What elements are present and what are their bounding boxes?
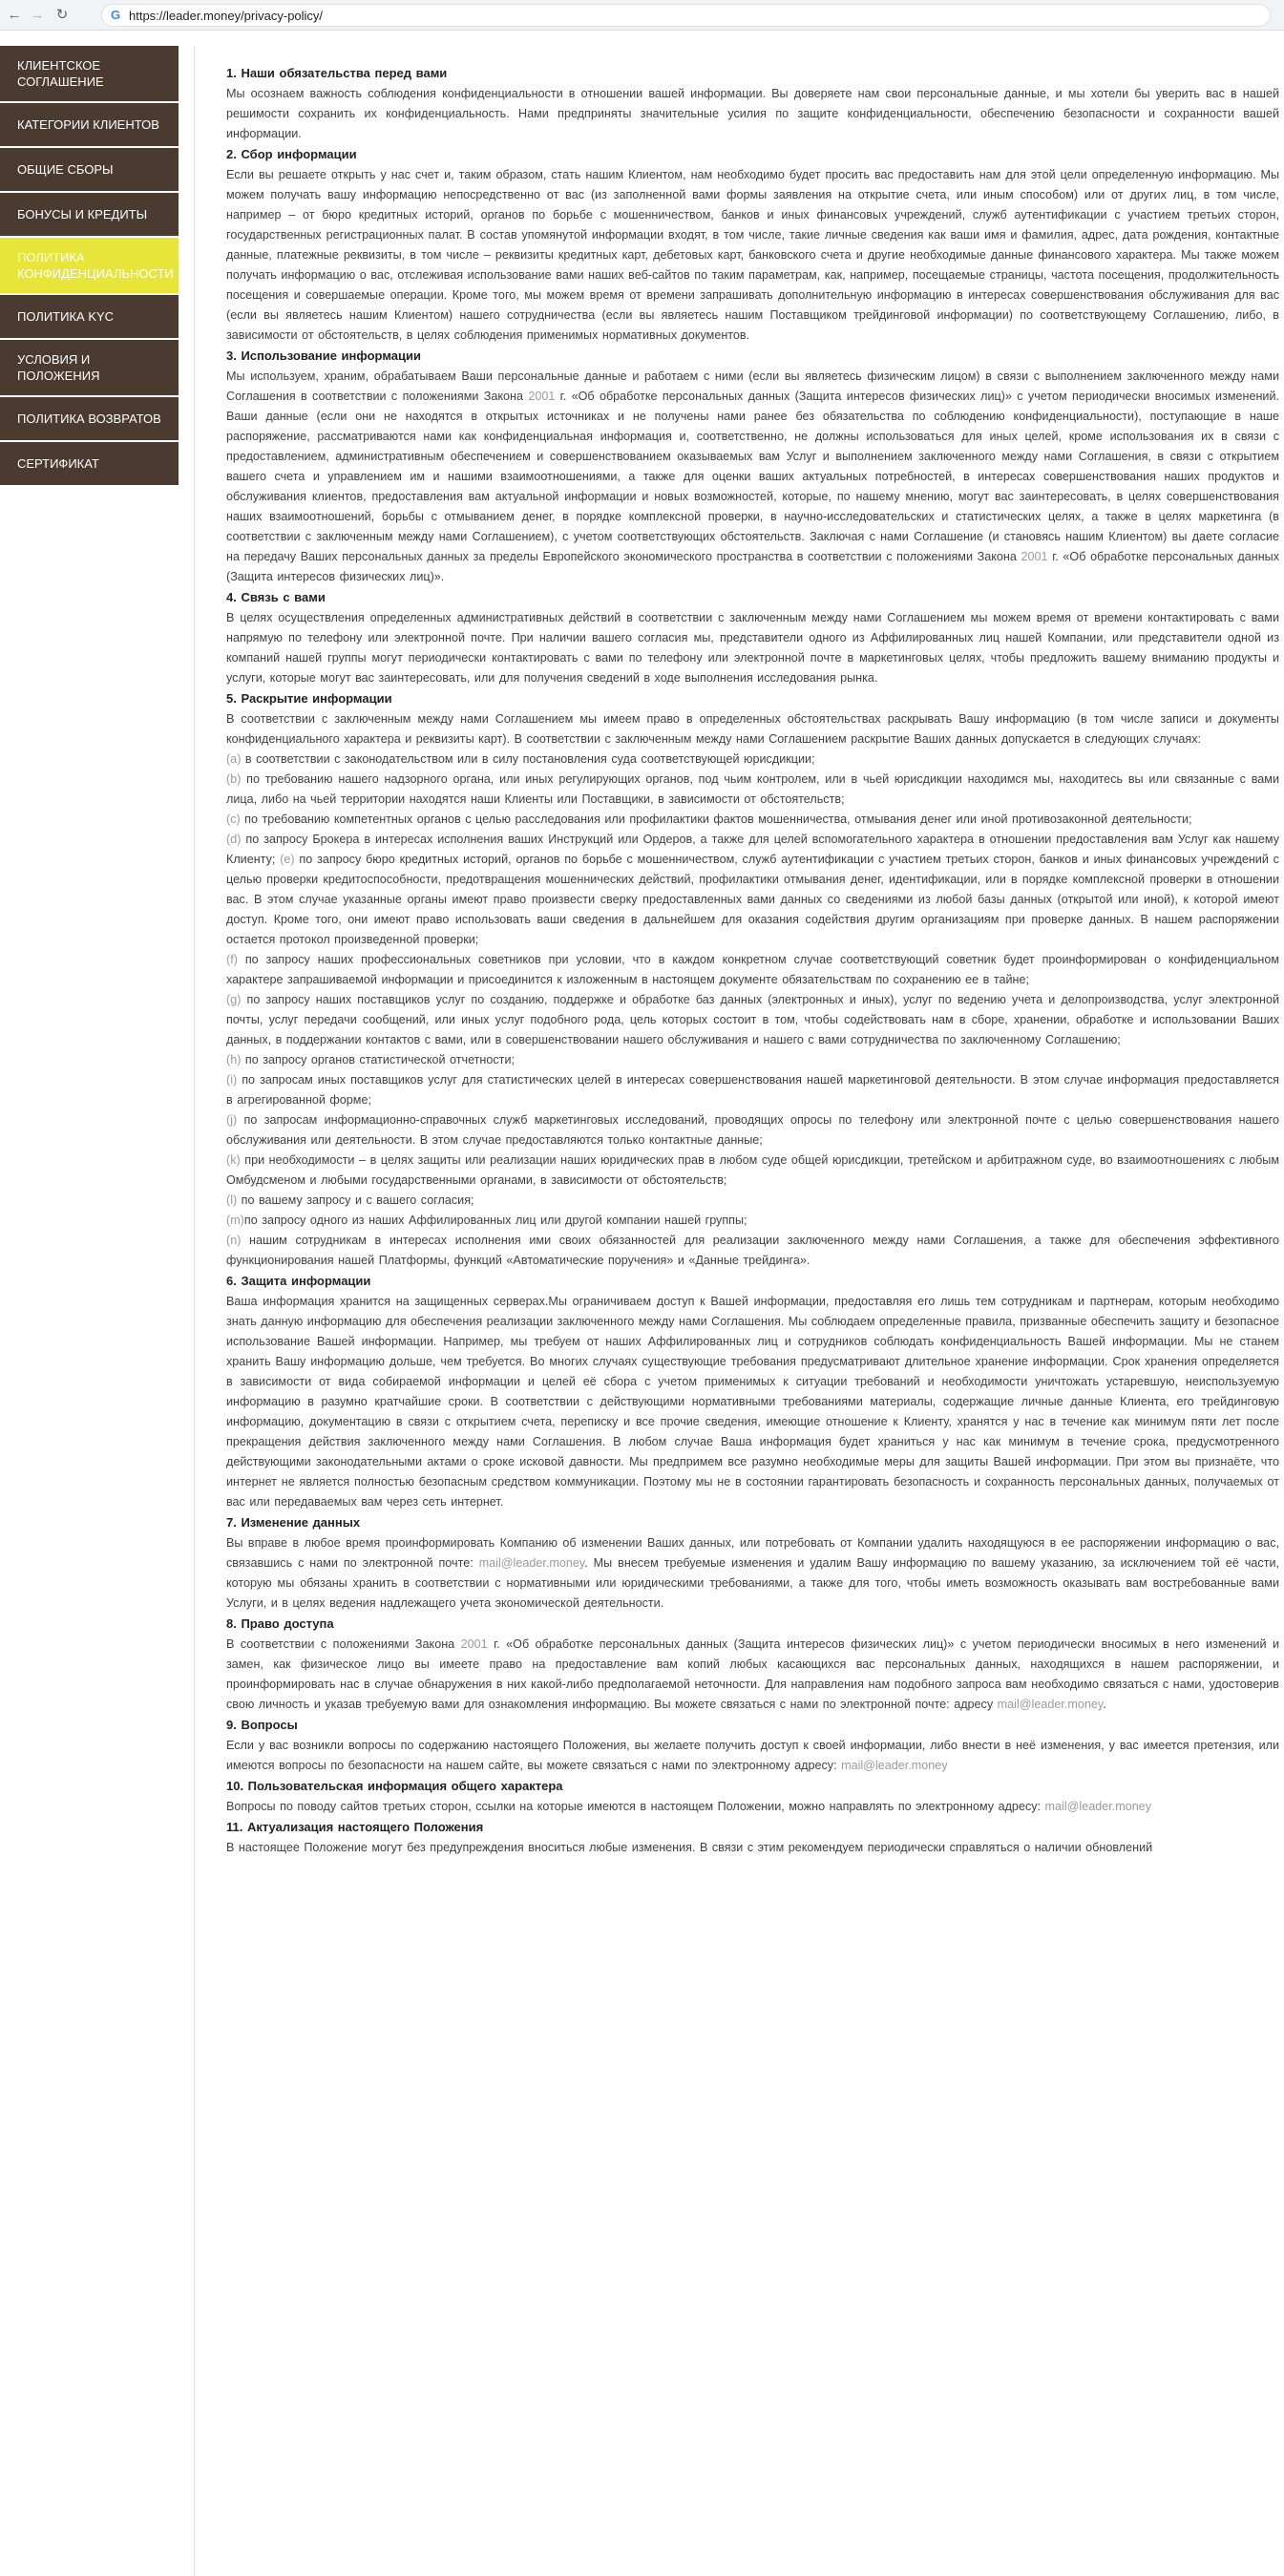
sidebar-item-label: КЛИЕНТСКОЕ СОГЛАШЕНИЕ [17,58,104,89]
sidebar-item-client-agreement[interactable] [0,46,179,103]
text-run: г. «Об обработке персональных данных (Защита интересов физических лиц)». [226,550,1279,583]
sidebar-item-refund-policy[interactable] [0,397,179,442]
sidebar-item-bonuses[interactable] [0,193,179,238]
list-item-text: по требованию нашего надзорного органа, или иных регулирующих органов, под чьим контролем, или в чьей юрисдикции находимся мы, находитесь вы или связанные с вами лица, либо на чьей территории находятся наши Клиенты или Поставщики, в зависимости от обстоятельств; [226,772,1279,806]
list-letter: (l) [226,1193,238,1207]
reload-icon[interactable]: ↻ [55,7,69,23]
sidebar-item-general-fees[interactable] [0,148,179,193]
section-heading: 9. Вопросы [226,1718,298,1732]
list-letter: (i) [226,1073,238,1087]
sidebar-item-terms[interactable] [0,340,179,397]
list-letter: (g) [226,993,242,1006]
list-letter: (c) [226,813,241,826]
email-link[interactable]: mail@leader.money [1044,1800,1152,1813]
list-item-text: нашим сотрудникам в интересах исполнения ими своих обязанностей для реализации заключенного между нами Соглашения, а также для обеспечения эффективного функционирования нашей Платформы, функций «Автоматические поручения» и «Данные трейдинга». [226,1234,1279,1267]
section-paragraph: Мы осознаем важность соблюдения конфиденциальности в отношении вашей информации. Вы доверяете нам свои персональные данные, и мы хотели бы уверить вас в нашей решимости сохранить их конфиденциальность. Нами предприняты значительные усилия по защите конфиденциальности, обеспечению безопасности и сохранности вашей информации. [226,87,1279,140]
section-heading: 10. Пользовательская информация общего характера [226,1779,563,1793]
section-paragraph: В целях осуществления определенных административных действий в соответствии с заключенным между нами Соглашением мы можем время от времени контактировать с вами напрямую по телефону или электронной почте. При наличии вашего согласия мы, представители одного из Аффилированных лиц нашей Компании, или представители одной из компаний нашей группы могут периодически контактировать с вами по телефону или электронной почте в маркетинговых целях, чтобы предложить вашему вниманию продукты и услуги, которые могут вас заинтересовать, или для получения сведений в ходе выполнения исследования рынка. [226,611,1279,685]
sidebar-item-kyc-policy[interactable] [0,295,179,340]
list-item [226,1231,1279,1271]
list-item [226,830,1279,950]
address-bar[interactable] [101,4,1271,27]
sidebar-item-privacy-policy[interactable] [0,238,179,295]
list-letter: (e) [280,853,295,866]
url-text[interactable]: https://leader.money/privacy-policy/ [129,9,324,23]
section-paragraph: Ваша информация хранится на защищенных серверах.Мы ограничиваем доступ к Вашей информации, предоставляя его лишь тем сотрудникам и партнерам, которым необходимо знать данную информацию для обеспечения реализации заключенного между нами Соглашения. Мы соблюдаем определенные правила, призванные обеспечить защиту и безопасное использование Вашей информации. Например, мы требуем от наших Аффилированных лиц и сотрудников соблюдать конфиденциальность Вашей информации. Мы не станем хранить Вашу информацию дольше, чем требуется. Во многих случаях существующие требования предусматривают длительное хранение информации. Срок хранения определяется в зависимости от вида собираемой информации и целей её сбора с учетом применимых к ситуации требований и необходимости уничтожать устаревшую, неиспользуемую информацию в разумно кратчайшие сроки. В соответствии с действующими нормативными требованиями материалы, содержащие личные данные Клиента, его трейдинговую информацию, документацию в связи с открытием счета, переписку и все прочие сведения, имеющие отношение к Клиенту, хранятся у нас в течение как минимум пяти лет после прекращения действия заключенного между нами Соглашения. В любом случае Ваша информация будет храниться у нас как минимум в течение срока, предусмотренного действующими законодательными актами о сроке исковой давности. Мы предпримем все разумно необходимые меры для защиты Вашей информации. При этом вы признаёте, что интернет не является полностью безопасным средством коммуникации. Поэтому мы не в состоянии гарантировать безопасность и сохранность персональных данных, получаемых от вас или передаваемых вам через сеть интернет. [226,1295,1279,1509]
section-paragraph [226,367,1279,587]
sidebar-item-label: УСЛОВИЯ И ПОЛОЖЕНИЯ [17,352,100,383]
section-paragraph [226,1635,1279,1715]
list-item [226,1050,1279,1070]
list-letter: (f) [226,953,238,966]
section-paragraph [226,1736,1279,1776]
policy-content [226,63,1279,1858]
section-heading: 2. Сбор информации [226,147,357,161]
list-item-text: по запросу наших поставщиков услуг по созданию, поддержке и обработке баз данных (электронных и иных), услуг по ведению учета и делопроизводства, услуг электронной почты, услуг передачи сообщений, или иных услуг подобного рода, цель которых состоит в том, чтобы содействовать нам в сборе, хранении, обработке и использовании Ваших данных, в поддержании контактов с вами, или в совершенствовании нашего обслуживания и нашего с вами сотрудничества по заключенному Соглашению; [226,993,1279,1046]
law-year: 2001 [460,1637,488,1651]
section-paragraph: Если вы решаете открыть у нас счет и, таким образом, стать нашим Клиентом, нам необходимо будет просить вас предоставить нам для этой цели определенную информацию. Мы можем получать вашу информацию непосредственно от вас (из заполненной вами формы заявления на открытие счета, или иным способом) или от других лиц, в том числе, например – от бюро кредитных историй, органов по борьбе с мошенничеством, банков и иных финансовых учреждений, служб аутентификации с участием третьих сторон, государственных регистрационных палат. В состав упомянутой информации входят, в том числе, такие личные сведения как ваши имя и фамилия, адрес, дата рождения, контактные данные, платежные реквизиты, в том числе – реквизиты кредитных карт, дебетовых карт, банковского счета и другие необходимые данные финансового характера. Мы также можем получать информацию о вас, отслеживая использование вами наших веб-сайтов по таким параметрам, как, например, посещаемые страницы, частота посещения, продолжительность посещения и совершаемые операции. Кроме того, мы можем время от времени запрашивать дополнительную информацию в интересах совершенствования обслуживания для вас (если вы являетесь нашим Клиентом) нашего сотрудничества (если вы являетесь нашим Поставщиком трейдинговой информации) по соответствующему Соглашению, либо, в зависимости от обстоятельств, в целях соблюдения применимых нормативных документов. [226,168,1279,342]
list-item [226,770,1279,810]
list-item-text: в соответствии с законодательством или в силу постановления суда соответствующей юрисдикции; [241,752,815,766]
text-run: В соответствии с положениями Закона [226,1637,461,1651]
section-paragraph [226,1797,1279,1817]
email-link[interactable]: mail@leader.money [841,1759,948,1772]
list-item [226,1191,1279,1211]
google-icon: G [108,8,123,23]
list-letter: (n) [226,1234,242,1247]
list-item-text: по запросу Брокера в интересах исполнения ваших Инструкций или Ордеров, а также для целей вспомогательного характера в отношении предоставления вам Услуг как нашему Клиенту; [226,833,1279,866]
list-letter: (m) [226,1214,244,1227]
email-link[interactable]: mail@leader.money [997,1698,1104,1711]
law-year: 2001 [1021,550,1048,563]
text-run: Мы используем, храним, обрабатываем Ваши персональные данные и работаем с ними (если вы являетесь физическим лицом) в связи с выполнением заключенного между нами Соглашения в соответствии с положениями Закона [226,370,1279,403]
forward-arrow-icon[interactable]: → [30,7,45,23]
section-paragraph: В соответствии с заключенным между нами Соглашением мы имеем право в определенных обстоятельствах раскрывать Вашу информацию (в том числе записи и документы конфиденциального характера и реквизиты карт). В соответствии с заключенным между нами Соглашением раскрытие Ваших данных допускается в следующих случаях: [226,712,1279,746]
text-run: г. «Об обработке персональных данных (Защита интересов физических лиц)» с учетом периодически вносимых в него изменений и замен, как физическое лицо вы имеете право на предоставление вам копий любых касающихся вас персональных данных, находящихся в нашем распоряжении, и проинформировать нас в случае обнаружения в них какой-либо предполагаемой неточности. Для направления нам подобного запроса вам необходимо связаться с нами, удостоверив свою личность и указав требуемую вами для ознакомления информацию. Вы можете связаться с нами по электронной почте: адресу [226,1637,1279,1711]
section-heading: 7. Изменение данных [226,1515,361,1530]
section-paragraph [226,1533,1279,1614]
list-item-text: по запросу органов статистической отчетности; [241,1053,515,1066]
list-item-text: по запросу бюро кредитных историй, органов по борьбе с мошенничеством, служб аутентификации с участием третьих сторон, банков и иных финансовых учреждений с целью проверки кредитоспособности, предотвращения мошеннических действий, профилактики отмывания денег, идентификации, или в порядке комплексной проверки в отношении вас. В этом случае указанные органы имеют право произвести сверку предоставленных вами данных со сведениями из любой базы данных (открытой или иной), к которой имеют доступ. Кроме того, они имеют право использовать ваши сведения в дальнейшем для оказания содействия другим организациям при проверке данных. В нашем распоряжении остается протокол произведенной проверки; [226,853,1279,946]
list-item [226,1211,1279,1231]
list-letter: (j) [226,1113,238,1127]
list-item [226,950,1279,990]
browser-toolbar [0,0,1284,31]
content-divider [194,46,195,2576]
list-letter: (b) [226,772,242,786]
list-item-text: по требованию компетентных органов с целью расследования или профилактики фактов мошенничества, отмывания денег или иной противозаконной деятельности; [240,813,1192,826]
list-item [226,990,1279,1050]
sidebar-item-label: ПОЛИТИКА KYC [17,309,115,324]
list-item [226,1110,1279,1151]
list-item-text: по запросам иных поставщиков услуг для статистических целей в интересах совершенствования нашей маркетинговой деятельности. В этом случае информация предоставляется в агрегированной форме; [226,1073,1279,1107]
list-letter: (k) [226,1153,241,1167]
law-year: 2001 [528,390,556,403]
sidebar-item-label: БОНУСЫ И КРЕДИТЫ [17,207,148,222]
list-item-text: по запросам информационно-справочных служб маркетинговых исследований, проводящих опросы по телефону или электронной почте с целью совершенствования нашего обслуживания или деятельности. В этом случае предоставляются только контактные данные; [226,1113,1279,1147]
sidebar-item-label: ПОЛИТИКА КОНФИДЕНЦИАЛЬНОСТИ [17,250,174,281]
list-item-text: по запросу наших профессиональных советников при условии, что в каждом конкретном случае соответствующий советник будет проинформирован о конфиденциальном характере запрашиваемой информации и присоединится к изложенным в настоящем документе обязательствам по сохранению ее в тайне; [226,953,1279,986]
text-run: Вопросы по поводу сайтов третьих сторон, ссылки на которые имеются в настоящем Положении, можно направлять по электронному адресу: [226,1800,1045,1813]
text-run: г. «Об обработке персональных данных (Защита интересов физических лиц)» с учетом периодически вносимых изменений. Ваши данные (если они не находятся в открытых источниках и не получены нами ранее без обязательства по соблюдению конфиденциальности), поступающие в наше распоряжение, рассматриваются нами как конфиденциальная информация и, соответственно, не должны использоваться для иных целей, кроме использования их в связи с предоставлением, административным обеспечением и совершенствованием оказываемых вам Услуг и выполнением заключенного между нами Соглашения, в связи с открытием вашего счета и управлением им и нашими взаимоотношениями, а также для оценки ваших актуальных потребностей, в интересах совершенствования наших продуктов и обслуживания клиентов, предоставления вам актуальной информации и новых возможностей, которые, по нашему мнению, могут вас заинтересовать, в целях совершенствования наших взаимоотношений, борьбы с отмыванием денег, в порядке комплексной проверки, в научно-исследовательских и статистических целях, а также в целях маркетинга (в соответствии с заключенным между нами Соглашением), с учетом соответствующих обстоятельств. Заключая с нами Соглашение (и становясь нашим Клиентом) вы даете согласие на передачу Ваших персональных данных за пределы Европейского экономического пространства в соответствии с положениями Закона [226,390,1279,563]
back-arrow-icon[interactable]: ← [7,7,22,23]
section-heading: 8. Право доступа [226,1616,334,1631]
list-item-text: при необходимости – в целях защиты или реализации наших юридических прав в любом суде общей юрисдикции, третейском и арбитражном суде, во взаимоотношениях с любым Омбудсменом и любыми государственными органами, в зависимости от обстоятельств; [226,1153,1279,1187]
section-paragraph: В настоящее Положение могут без предупреждения вноситься любые изменения. В связи с этим рекомендуем периодически справляться о наличии обновлений [226,1841,1153,1854]
sidebar-item-client-categories[interactable] [0,103,179,148]
list-letter: (d) [226,833,242,846]
sidebar-item-label: ОБЩИЕ СБОРЫ [17,162,114,177]
list-letter: (a) [226,752,242,766]
list-item [226,750,1279,770]
section-heading: 6. Защита информации [226,1274,371,1288]
sidebar-item-label: ПОЛИТИКА ВОЗВРАТОВ [17,412,161,426]
email-link[interactable]: mail@leader.money [478,1556,585,1570]
list-item [226,810,1279,830]
sidebar-item-label: КАТЕГОРИИ КЛИЕНТОВ [17,117,159,132]
text-run: Вы вправе в любое время проинформировать Компанию об изменении Ваших данных, или потребовать от Компании удалить находящуюся в ее распоряжении информацию о вас, связавшись с нами по электронной почте: [226,1536,1279,1570]
section-heading: 5. Раскрытие информации [226,691,392,706]
text-run: . Мы внесем требуемые изменения и удалим Вашу информацию по вашему указанию, за исключением той её части, которую мы обязаны хранить в соответствии с нормативными или юридическими требованиями, а также для того, чтобы иметь возможность оказывать вам востребованные вами Услуги, и в целях ведения надлежащего учета экономической деятельности. [226,1556,1280,1610]
sidebar-nav [0,46,179,487]
list-item [226,1070,1279,1110]
text-run: Если у вас возникли вопросы по содержанию настоящего Положения, вы желаете получить доступ к своей информации, либо внести в неё изменения, у вас имеется претензия, или имеются вопросы по безопасности на нашем сайте, вы можете связаться с нами по электронному адресу: [226,1739,1279,1772]
section-heading: 1. Наши обязательства перед вами [226,66,448,80]
list-item-text: по запросу одного из наших Аффилированных лиц или другой компании нашей группы; [243,1214,747,1227]
text-run: . [1103,1698,1106,1711]
section-heading: 3. Использование информации [226,348,421,363]
sidebar-item-label: СЕРТИФИКАТ [17,456,99,471]
section-heading: 11. Актуализация настоящего Положения [226,1820,484,1834]
list-item [226,1151,1279,1191]
list-letter: (h) [226,1053,242,1066]
list-item-text: по вашему запросу и с вашего согласия; [237,1193,474,1207]
sidebar-item-certificate[interactable] [0,442,179,487]
section-heading: 4. Связь с вами [226,590,326,604]
